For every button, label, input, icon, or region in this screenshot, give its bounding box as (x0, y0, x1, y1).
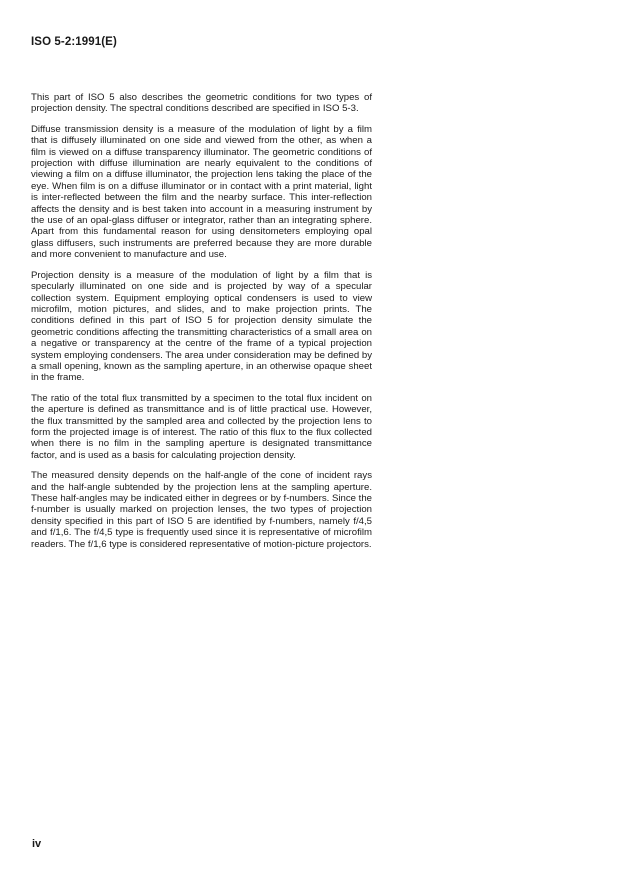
paragraph-projection-density: Projection density is a measure of the modulation of light by a film that is specularly illuminated on one side and is projected by way of a specular collection system. Equipment employing optical condensers is used to view microfilm, motion pictures, and slides, and to make projection prints. The conditions defined in this part of ISO 5 for projection density simulate the geometric conditions affecting the transmitting characteristics of a small area on a negative or transparency at the centre of the frame of a typical projection system employing condensers. The area under consideration may be defined by a small opening, known as the sampling aperture, in an otherwise opaque sheet in the frame. (31, 269, 372, 384)
page-number: iv (32, 838, 42, 850)
paragraph-f-numbers: The measured density depends on the half-angle of the cone of incident rays and the half-angle subtended by the projection lens at the sampling aperture. These half-angles may be indicated either in degrees or by f-numbers. Since the f-number is usually marked on projection lenses, the two types of projection density specified in this part of ISO 5 are identified by f-numbers, namely f/4,5 and f/1,6. The f/4,5 type is frequently used since it is representative of microfilm readers. The f/1,6 type is considered representative of motion-picture projectors. (31, 470, 372, 550)
body-text (31, 92, 372, 559)
paragraph-transmittance: The ratio of the total flux transmitted by a specimen to the total flux incident on the aperture is defined as transmittance and is of little practical use. However, the flux transmitted by the sampled area and collected by the projection lens to form the projected image is of interest. The ratio of this flux to the flux collected when there is no film in the sampling aperture is designated transmittance factor, and is used as a basis for calculating projection density. (31, 392, 372, 461)
paragraph-diffuse-density: Diffuse transmission density is a measure of the modulation of light by a film that is diffusely illuminated on one side and viewed from the other, as when a film is viewed on a diffuse transparency illuminator. The geometric conditions of projection with diffuse illumination are nearly equivalent to the conditions of viewing a film on a diffuse illuminator, the projection lens taking the place of the eye. When film is on a diffuse illuminator or in contact with a print material, light is inter-reflected between the film and the nearby surface. This inter-reflection affects the density and is best taken into account in a measuring instrument by the use of an opal-glass diffuser or integrator, rather than an integrating sphere. Apart from this fundamental reason for using densitometers employing opal glass diffusers, such instruments are preferred because they are more durable and more convenient to manufacture and use. (31, 123, 372, 261)
paragraph-scope: This part of ISO 5 also describes the geometric conditions for two types of projection density. The spectral conditions described are specified in ISO 5-3. (31, 92, 372, 115)
document-header: ISO 5-2:1991(E) (31, 36, 117, 48)
